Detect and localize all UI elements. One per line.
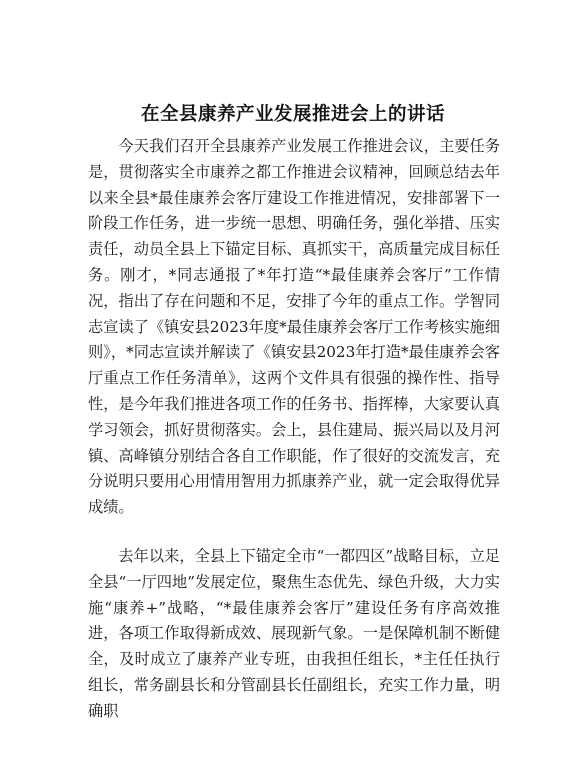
paragraph-2: 去年以来，全县上下锚定全市“一都四区”战略目标，立足全县“一厅四地”发展定位，聚焦生态优先、绿色升级，大力实施“康养+”战略，“*最佳康养会客厅”建设任务有序高效推进，各项工作取得新成效、展现新气象。一是保障机制不断健全，及时成立了康养产业专班，由我担任组长，*主任任执行组长，常务副县长和分管副县长任副组长，充实工作力量，明确职 [88,547,500,720]
paragraph-1: 今天我们召开全县康养产业发展工作推进会议，主要任务是，贯彻落实全市康养之都工作推进会议精神，回顾总结去年以来全县*最佳康养会客厅建设工作推进情况，安排部署下一阶段工作任务，进一步统一思想、明确任务，强化举措、压实责任，动员全县上下锚定目标、真抓实干，高质量完成目标任务。刚才，*同志通报了*年打造“*最佳康养会客厅”工作情况，指出了存在问题和不足，安排了今年的重点工作。学智同志宣读了《镇安县2023年度*最佳康养会客厅工作考核实施细则》，*同志宣读并解读了《镇安县2023年打造*最佳康养会客厅重点工作任务清单》，这两个文件具有很强的操作性、指导性，是今年我们推进各项工作的任务书、指挥棒，大家要认真学习领会，抓好贯彻落实。会上，县住建局、振兴局以及月河镇、高峰镇分别结合各自工作职能，作了很好的交流发言，充分说明只要用心用情用智用力抓康养产业，就一定会取得优异成绩。 [88,137,500,517]
document-title: 在全县康养产业发展推进会上的讲话 [140,104,445,125]
